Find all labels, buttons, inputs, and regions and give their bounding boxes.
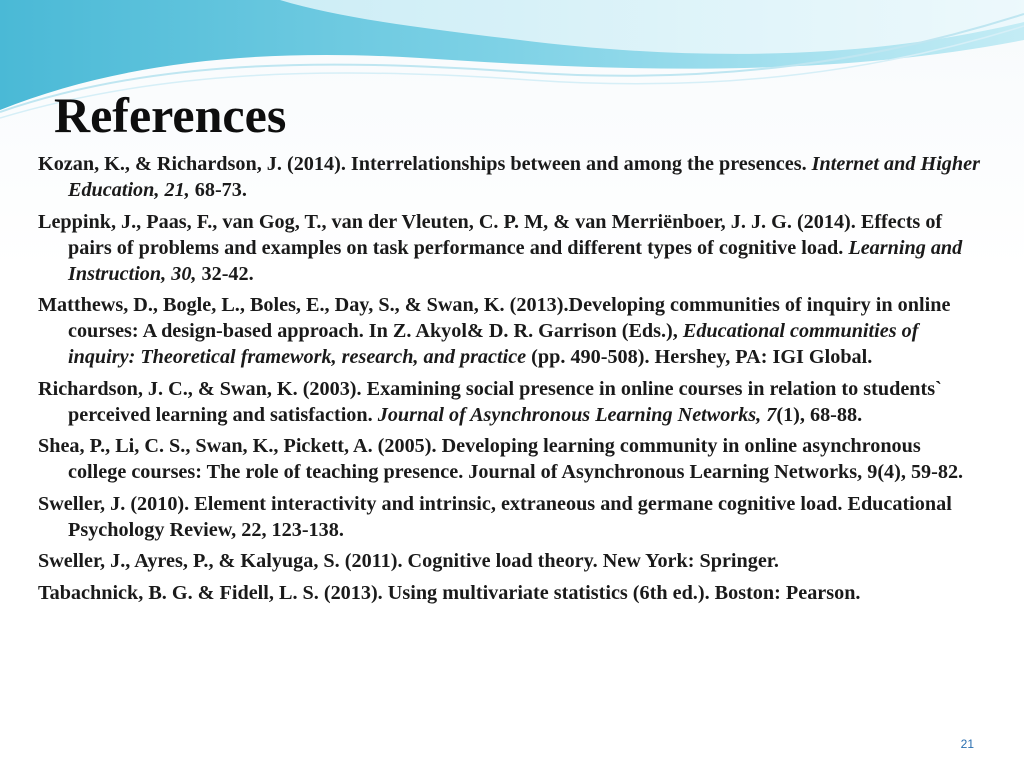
reference-entry — [38, 433, 983, 485]
reference-source-title: Journal of Asynchronous Learning Networks, 7 — [377, 403, 777, 426]
reference-entry — [38, 580, 983, 606]
references-list — [38, 151, 983, 611]
page-title: References — [54, 87, 287, 143]
page-number: 21 — [960, 737, 974, 751]
reference-text: Kozan, K., & Richardson, J. (2014). Interrelationships between and among the presences. — [38, 153, 812, 175]
reference-pages: (1), 68-88. — [776, 403, 863, 426]
reference-entry — [38, 548, 983, 574]
reference-pages: (pp. 490-508). Hershey, PA: IGI Global. — [526, 346, 873, 368]
reference-source-title: Educational communities of inquiry: Theoretical framework, research, and practice — [68, 320, 919, 368]
reference-text: Tabachnick, B. G. & Fidell, L. S. (2013). Using multivariate statistics (6th ed.). Boston: Pearson. — [38, 581, 861, 604]
reference-entry — [38, 491, 983, 543]
reference-source-title: Internet and Higher Education, 21, — [68, 153, 980, 201]
reference-text: Matthews, D., Bogle, L., Boles, E., Day, S., & Swan, K. (2013).Developing communities of inquiry in online courses: A design-based approach. In Z. Akyol& D. R. Garrison (Eds.), — [38, 294, 951, 342]
reference-entry — [38, 376, 983, 428]
reference-text: Sweller, J., Ayres, P., & Kalyuga, S. (2011). Cognitive load theory. New York: Springer. — [38, 550, 779, 572]
reference-pages: 32-42. — [196, 262, 254, 285]
reference-entry — [38, 151, 983, 203]
reference-pages: 68-73. — [189, 179, 247, 201]
reference-entry — [38, 292, 983, 370]
reference-text: Sweller, J. (2010). Element interactivity and intrinsic, extraneous and germane cognitive load. Educational Psychology Review, 22, 123-138. — [38, 492, 952, 541]
reference-entry — [38, 209, 983, 287]
reference-text: Leppink, J., Paas, F., van Gog, T., van der Vleuten, C. P. M, & van Merriënboer, J. J. G. (2014). Effects of pairs of problems and examples on task performance and different types of cognitive load. — [38, 210, 943, 259]
reference-text: Shea, P., Li, C. S., Swan, K., Pickett, A. (2005). Developing learning community in online asynchronous college courses: The role of teaching presence. Journal of Asynchronous Learning Networks, 9(4), 59-82. — [38, 435, 964, 483]
reference-text: Richardson, J. C., & Swan, K. (2003). Examining social presence in online courses in relation to students` perceived learning and satisfaction. — [38, 377, 942, 426]
reference-source-title: Learning and Instruction, 30, — [68, 236, 963, 285]
